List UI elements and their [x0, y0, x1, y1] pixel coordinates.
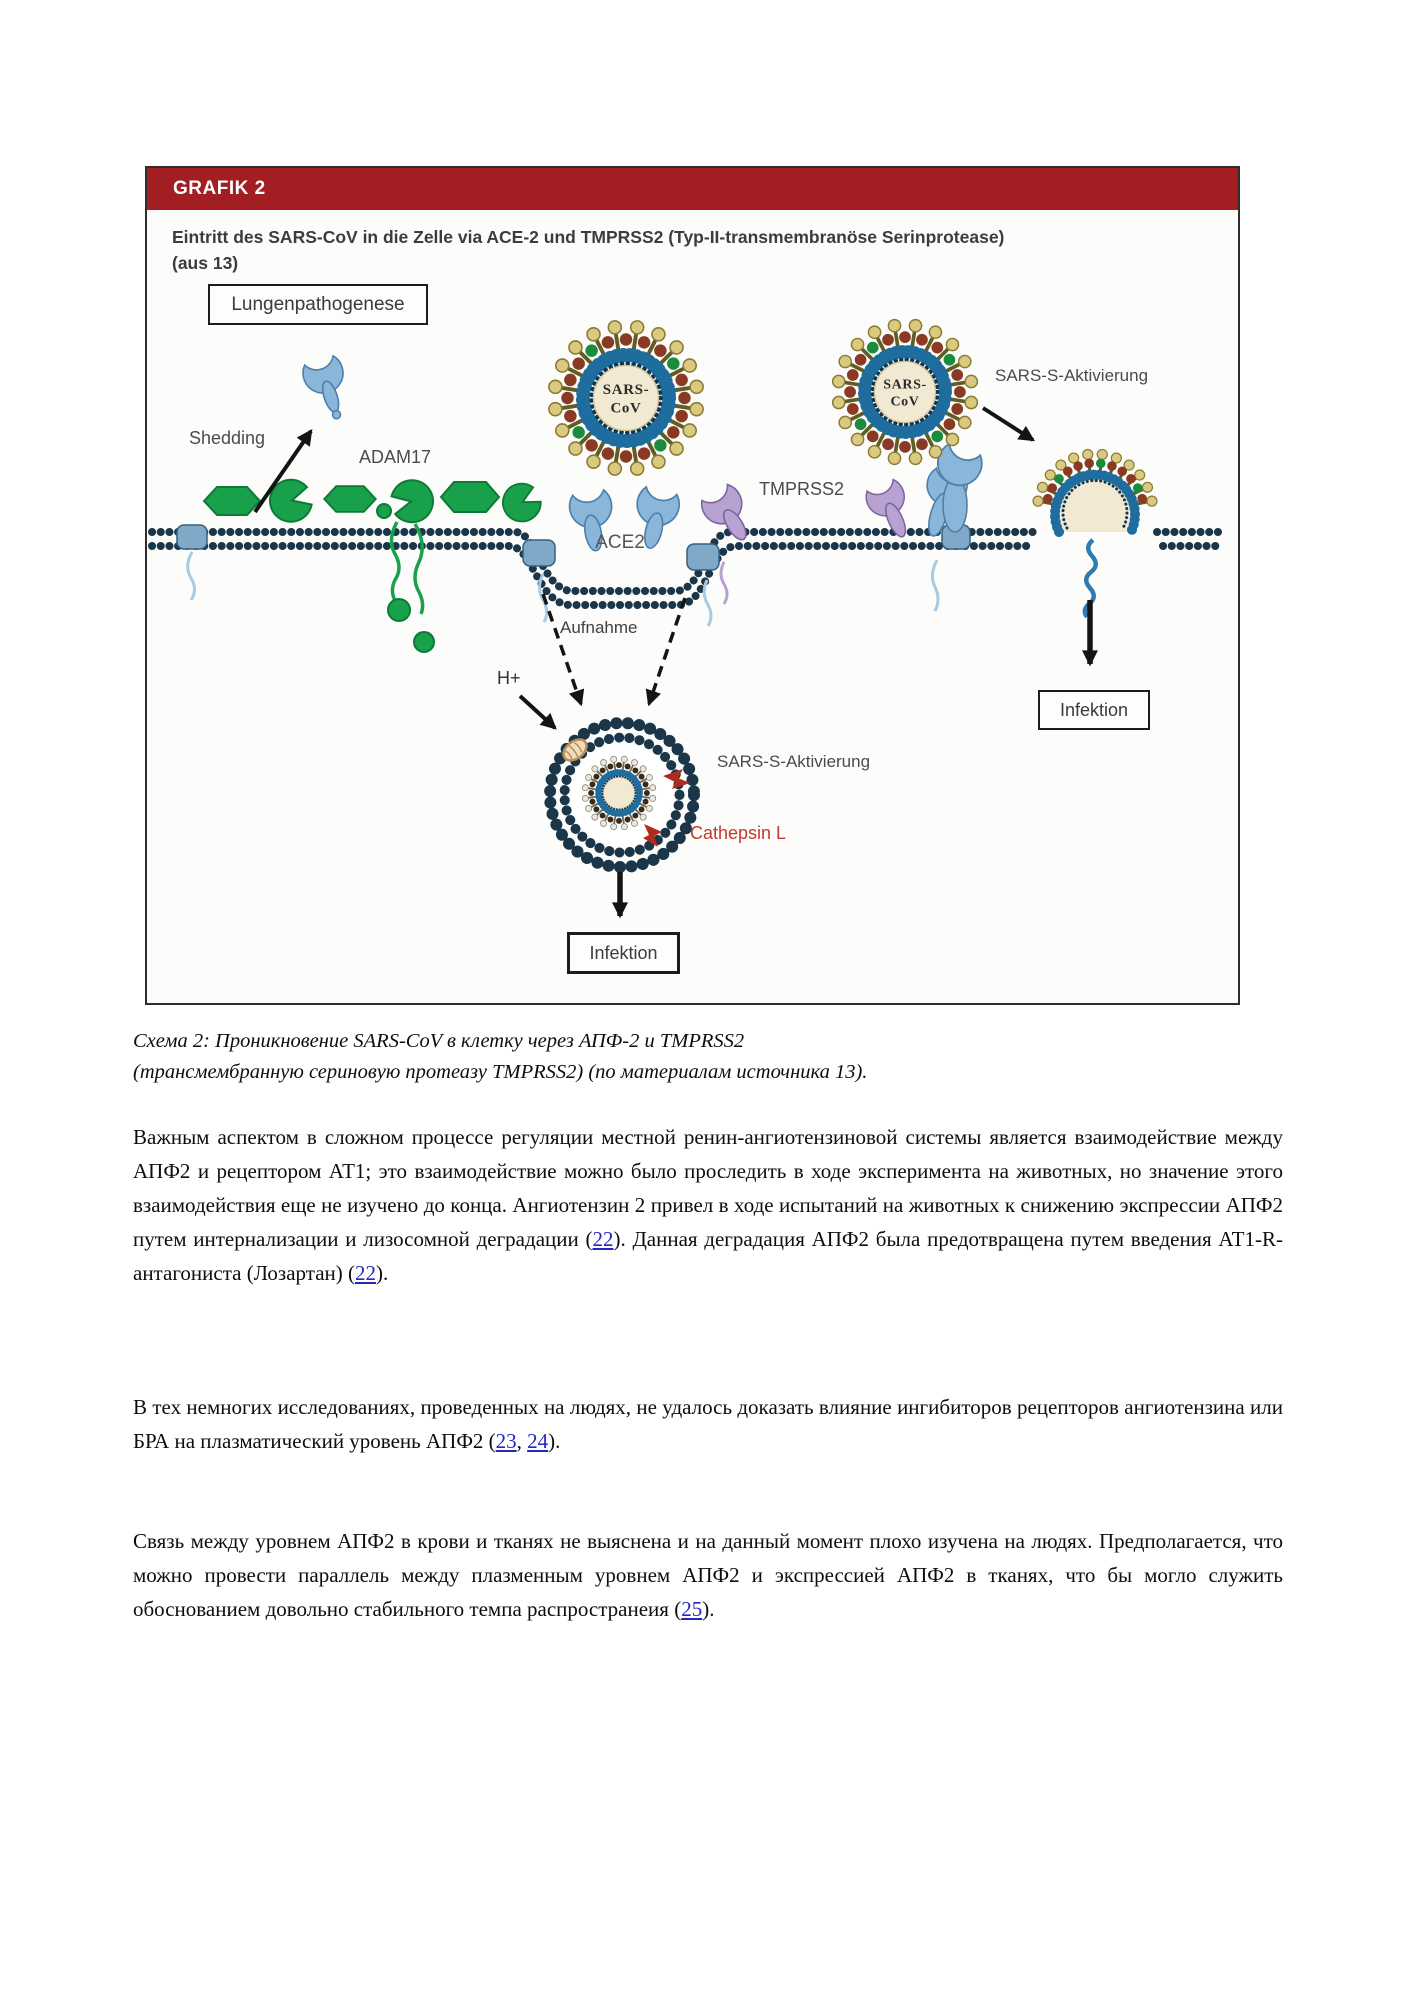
ace2-label: ACE2: [595, 532, 645, 553]
figure-header-bar: [147, 168, 1238, 210]
paragraph-2: [133, 1390, 1283, 1458]
paragraph-text: ).: [702, 1597, 715, 1621]
grafik2-figure: [145, 166, 1240, 1005]
tmprss2-receptor-icon: [698, 482, 761, 550]
paragraph-text: ).: [548, 1429, 561, 1453]
paragraph-text: ).: [376, 1261, 389, 1285]
uptake-arrow-left: [543, 594, 581, 704]
aufnahme-label: Aufnahme: [560, 618, 638, 637]
paragraph-text: В тех немногих исследованиях, проведенных на людях, не удалось доказать влияние ингибиторов рецепторов ангиотензина или БРА на плазматический уровень АПФ2 (: [133, 1395, 1283, 1453]
lungenpathogenese-label: Lungenpathogenese: [231, 293, 405, 315]
reference-link-25[interactable]: 25: [681, 1597, 703, 1621]
sars-cov-virion-icon: [833, 320, 978, 465]
membrane-anchors: [177, 525, 970, 626]
shed-ace2-icon: [300, 354, 357, 424]
infektion-label: Infektion: [1059, 699, 1129, 720]
cell-entry-diagram: [147, 210, 1238, 1005]
paragraph-1: [133, 1120, 1283, 1290]
paragraph-text: ). Данная деградация АПФ2 была предотвращена путем введения АТ1-R-антагониста (Лозартан) (: [133, 1227, 1283, 1285]
caption-line2: (трансмембранную сериновую протеазу TMPRSS2) (по материалам источника 13).: [133, 1061, 868, 1083]
svg-text:CoV: CoV: [890, 393, 920, 410]
h-plus-label: H+: [497, 668, 521, 688]
infektion-box-right: [1038, 690, 1150, 730]
activation-arrow: [983, 408, 1033, 440]
figure-title-line1: Eintritt des SARS-CoV in die Zelle via ACE-2 und TMPRSS2 (Typ-II-transmembranöse Serinprotease): [172, 227, 1005, 247]
sars-s-aktivierung-label-endosome: SARS-S-Aktivierung: [717, 752, 871, 771]
figure-header-label: GRAFIK 2: [173, 178, 266, 199]
reference-link-24[interactable]: 24: [527, 1429, 549, 1453]
fusing-virion-icon: [1033, 449, 1157, 617]
adam17-label: ADAM17: [359, 447, 432, 467]
reference-link-23[interactable]: 23: [495, 1429, 517, 1453]
infektion-box-bottom: [567, 932, 680, 974]
cathepsin-l-label: Cathepsin L: [690, 823, 787, 843]
figure-title: [172, 224, 1217, 276]
reference-link-22b[interactable]: 22: [355, 1261, 376, 1285]
cell-membrane-icon: [152, 532, 1219, 605]
shedding-label: Shedding: [189, 428, 266, 448]
caption-line1: Схема 2: Проникновение SARS-CoV в клетку через АПФ-2 и TMPRSS2: [133, 1030, 745, 1052]
paragraph-text: Связь между уровнем АПФ2 в крови и тканях не выяснена и на данный момент плохо изучена на людях. Предполагается, что можно провести параллель между плазменным уровнем АПФ2 и экспрессией АПФ2 в тканях, что бы могло служить обоснованием довольно стабильного темпа распространеия (: [133, 1529, 1283, 1621]
lungenpathogenese-box: [208, 284, 428, 325]
infektion-label: Infektion: [589, 942, 658, 963]
paragraph-text: ,: [516, 1429, 528, 1453]
svg-text:SARS-: SARS-: [883, 376, 927, 393]
paragraph-3: [133, 1524, 1283, 1626]
reference-link-22[interactable]: 22: [592, 1227, 614, 1251]
figure-caption: [133, 1026, 1113, 1088]
tmprss2-label: TMPRSS2: [759, 479, 845, 499]
endosome-virion-icon: [582, 756, 656, 830]
proton-arrow: [520, 696, 555, 728]
paragraph-text: Важным аспектом в сложном процессе регуляции местной ренин-ангиотензиновой системы является взаимодействие между АПФ2 и рецептором АТ1; это взаимодействие можно было проследить в ходе эксперимента на животных, но значение этого взаимодействия еще не изучено до конца. Ангиотензин 2 привел в ходе испытаний на животных к снижению экспрессии АПФ2 путем интернализации и лизосомной деградации (: [133, 1125, 1283, 1251]
uptake-arrow-right: [649, 598, 685, 704]
svg-text:CoV: CoV: [610, 400, 642, 417]
sars-s-aktivierung-label-right: SARS-S-Aktivierung: [995, 366, 1149, 385]
figure-body: [147, 210, 1238, 1005]
sars-cov-virion-icon: [549, 321, 703, 475]
figure-title-line2: (aus 13): [172, 253, 239, 273]
svg-text:SARS-: SARS-: [602, 382, 650, 399]
adam17-protein-icon: [204, 476, 546, 652]
